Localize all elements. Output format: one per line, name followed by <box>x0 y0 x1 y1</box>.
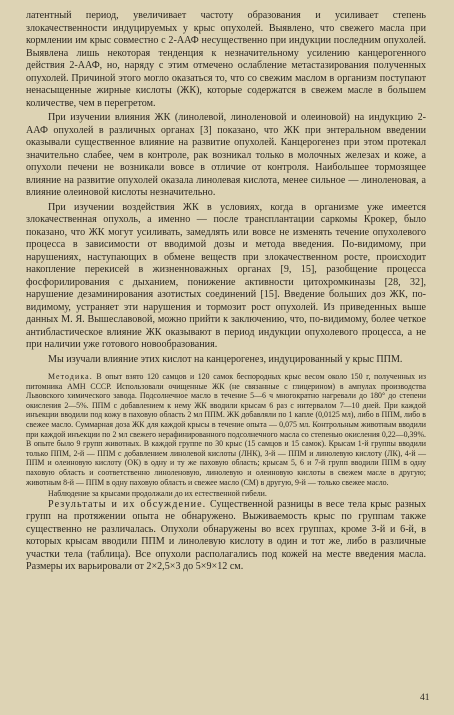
results-heading: Результаты и их обсуждение. <box>48 498 207 510</box>
results-text: Существенной разницы в весе тела крыс разных групп на протяжении опыта не обнаружено. Выживаемость крыс по группам также существенно не различалась. Опухоли обнаружены во всех группах, кроме 3-й и 6-й, в которых крысам вводили ППМ и линолевую кислоту в один и тот же, либо в различные участки тела (таблица). Все опухоли располагались под кожей на месте введения масла. Размеры их варьировали от 2×2,5×3 до 5×9×12 см. <box>26 498 426 573</box>
page-number: 41 <box>420 693 430 703</box>
paragraph-4: Мы изучали влияние этих кислот на канцерогенез, индуцированный у крыс ППМ. <box>48 353 403 365</box>
method-section <box>26 372 426 499</box>
paragraph-2: При изучении влияния ЖК (линолевой, линоленовой и олеиновой) на индукцию 2-ААФ опухолей в различных органах [3] показано, что ЖК при энтеральном введении оказывали существенное влияние на развитие опухолей. Канцерогенез при этом протекал значительно слабее, чем в контроле, рак возникал только в молочных железах и коже, а опухоли печени не возникали вовсе в отличие от контроля. Наибольшее тормозящее влияние на развитие опухолей оказала линолевая кислота, менее сильное — линоленовая, а влияние олеиновой кислоты незначительно. <box>26 112 426 198</box>
paragraph-1: латентный период, увеличивает частоту образования и усиливает степень злокачественности индуцируемых у крыс опухолей. Выявлено, что свежего масла при кормлении им крыс совместно с 2-ААФ несущественно при индукции последним опухолей. Выявлена лишь некоторая тенденция к незначительному усилению канцерогенного действия 2-ААФ, но, наряду с этим отмечено ослабление метастазирования полученных опухолей. Причиной этого могло оказаться то, что со свежим маслом в организм поступают ненасыщенные жирные кислоты (ЖК), которые содержатся в свежем масле в большем количестве, чем в перегретом. <box>26 10 426 109</box>
method-text: В опыт взято 120 самцов и 120 самок беспородных крыс весом около 150 г, полученных из питомника АМН СССР. Использовали очищенные ЖК (не связанные с глицерином) в ампулах производства Львовского химического завода. Подсолнечное масло в течение 5—6 ч многократно нагревали до 180° до степени окисления 2—5%. ППМ с добавлением к нему ЖК вводили крысам 6 раз с интервалом 7—10 дней. При каждой инъекции вводили под кожу в паховую область 2 мл ППМ. ЖК добавляли по 1 капле (0,0125 мл), либо в ППМ, либо в свежее масло. Суммарная доза ЖК для каждой крысы в течение опыта — 0,075 мл. Контрольным животным вводили при каждой инъекции по 2 мл свежего нерафинированного подсолнечного масла со степенью окисления 0,22—0,39%. В опыте было 9 групп животных. В каждой группе по 30 крыс (15 самцов и 15 самок). Крысам 1-й группы вводили только ППМ, 2-й — ППМ с добавлением линолевой кислоты (ЛНК), 3-й — ППМ и линолевую кислоту (ЛК), 4-й — ППМ и олеиновую кислоту (ОК) в одну и ту же паховую область; крысам 5, 6 и 7-й групп вводили ППМ в одну паховую область и соответственно линоленовую, линолевую и олеиновую кислоты в свежем масле в другую; животным 8-й — ППМ в одну паховую область и свежее масло (СМ) в другую, 9-й — только свежее масло. <box>26 372 426 487</box>
method-paragraph <box>26 372 426 487</box>
method-note: Наблюдение за крысами продолжали до их естественной гибели. <box>48 489 267 499</box>
results-paragraph <box>26 499 426 574</box>
paragraph-3: При изучении воздействия ЖК в условиях, когда в организме уже имеется злокачественная опухоль, а именно — после трансплантации саркомы Крокер, было показано, что ЖК могут усиливать, замедлять или вовсе не изменять течение опухолевого процесса в зависимости от вводимой дозы и метода введения. По-видимому, при нарушениях, наступающих в обмене веществ при злокачественном росте, происходит накопление перекисей в жизненноважных органах [9, 15], разобщение процесса фосфорилирования с дыханием, понижение активности цитохромкиназы [28, 32], нарушение дезаминирования азотистых соединений [15]. Введение больших доз ЖК, по-видимому, устраняет эти нарушения и тормозит рост опухолей. Из приведенных выше данных М. Я. Вышеславовой, можно прийти к заключению, что, по-видимому, более четкое антибластическое влияние ЖК оказывают в период индукции опухолевого процесса, а не при наличии уже готового новообразования. <box>26 201 426 350</box>
main-text <box>26 10 426 574</box>
method-heading: Методика. <box>48 372 93 381</box>
